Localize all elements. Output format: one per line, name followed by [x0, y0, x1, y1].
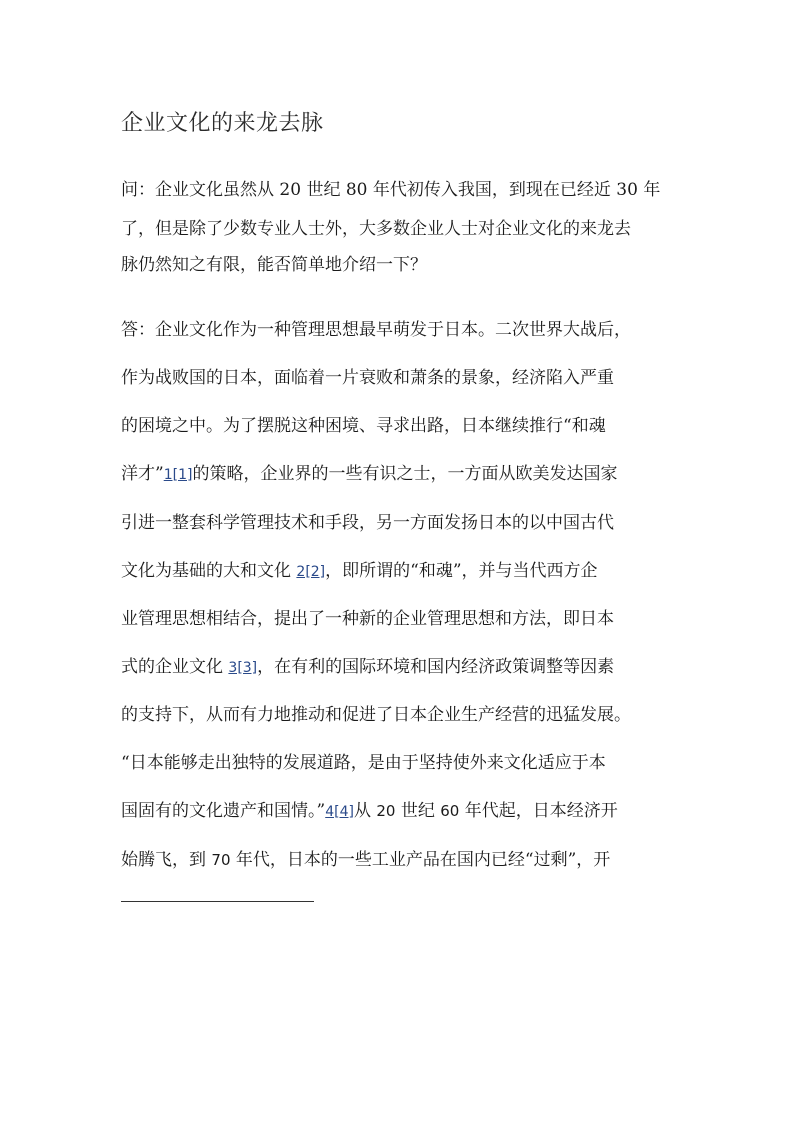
footnote-link-2[interactable]: 2[2]	[296, 564, 326, 580]
answer-line-8	[121, 652, 614, 677]
question-line-2: 了，但是除了少数专业人士外，大多数企业人士对企业文化的来龙去	[121, 219, 631, 239]
answer-text: 式的企业文化	[121, 657, 229, 677]
footnote-separator	[121, 901, 314, 902]
question-line-3: 脉仍然知之有限，能否简单地介绍一下？	[121, 255, 427, 275]
answer-text: 的策略，企业界的一些有识之士，一方面从欧美发达国家	[192, 464, 618, 484]
answer-text: 洋才”	[121, 464, 164, 484]
answer-text: ，在有利的国际环境和国内经济政策调整等因素	[257, 657, 615, 677]
answer-line-3: 的困境之中。为了摆脱这种困境、寻求出路，日本继续推行“和魂	[121, 416, 606, 436]
footnote-link-4[interactable]: 4[4]	[325, 804, 354, 820]
answer-text: ，即所谓的“和魂”，并与当代西方企	[325, 561, 598, 581]
answer-number: 20	[376, 802, 396, 820]
answer-line-12	[121, 845, 610, 870]
question-line-1: 问：企业文化虽然从 20 世纪 80 年代初传入我国，到现在已经近 30 年	[121, 180, 661, 200]
answer-line-4	[121, 459, 617, 484]
answer-line-9: 的支持下，从而有力地推动和促进了日本企业生产经营的迅猛发展。	[121, 705, 631, 725]
footnote-link-3[interactable]: 3[3]	[228, 660, 258, 676]
answer-line-5: 引进一整套科学管理技术和手段，另一方面发扬日本的以中国古代	[121, 513, 614, 533]
answer-line-1: 答：企业文化作为一种管理思想最早萌发于日本。二次世界大战后，	[121, 320, 631, 340]
answer-line-10: “日本能够走出独特的发展道路，是由于坚持使外来文化适应于本	[121, 753, 606, 773]
answer-text: 国固有的文化遗产和国情。”	[121, 801, 326, 821]
answer-text: 文化为基础的大和文化	[121, 561, 297, 581]
answer-text: 年代起，日本经济开	[459, 801, 618, 821]
answer-number: 60	[440, 802, 460, 820]
answer-text: 年代，日本的一些工业产品在国内已经“过剩”，开	[230, 850, 611, 870]
answer-line-11	[121, 796, 618, 821]
answer-text: 世纪	[395, 801, 441, 821]
answer-text: 从	[353, 801, 377, 821]
answer-line-2: 作为战败国的日本，面临着一片衰败和萧条的景象，经济陷入严重	[121, 368, 614, 388]
footnote-link-1[interactable]: 1[1]	[163, 467, 193, 483]
answer-text: 始腾飞，到	[121, 850, 212, 870]
answer-line-7: 业管理思想相结合，提出了一种新的企业管理思想和方法，即日本	[121, 609, 614, 629]
answer-number: 70	[211, 851, 231, 869]
page-title: 企业文化的来龙去脉	[121, 111, 324, 136]
answer-line-6	[121, 556, 598, 581]
